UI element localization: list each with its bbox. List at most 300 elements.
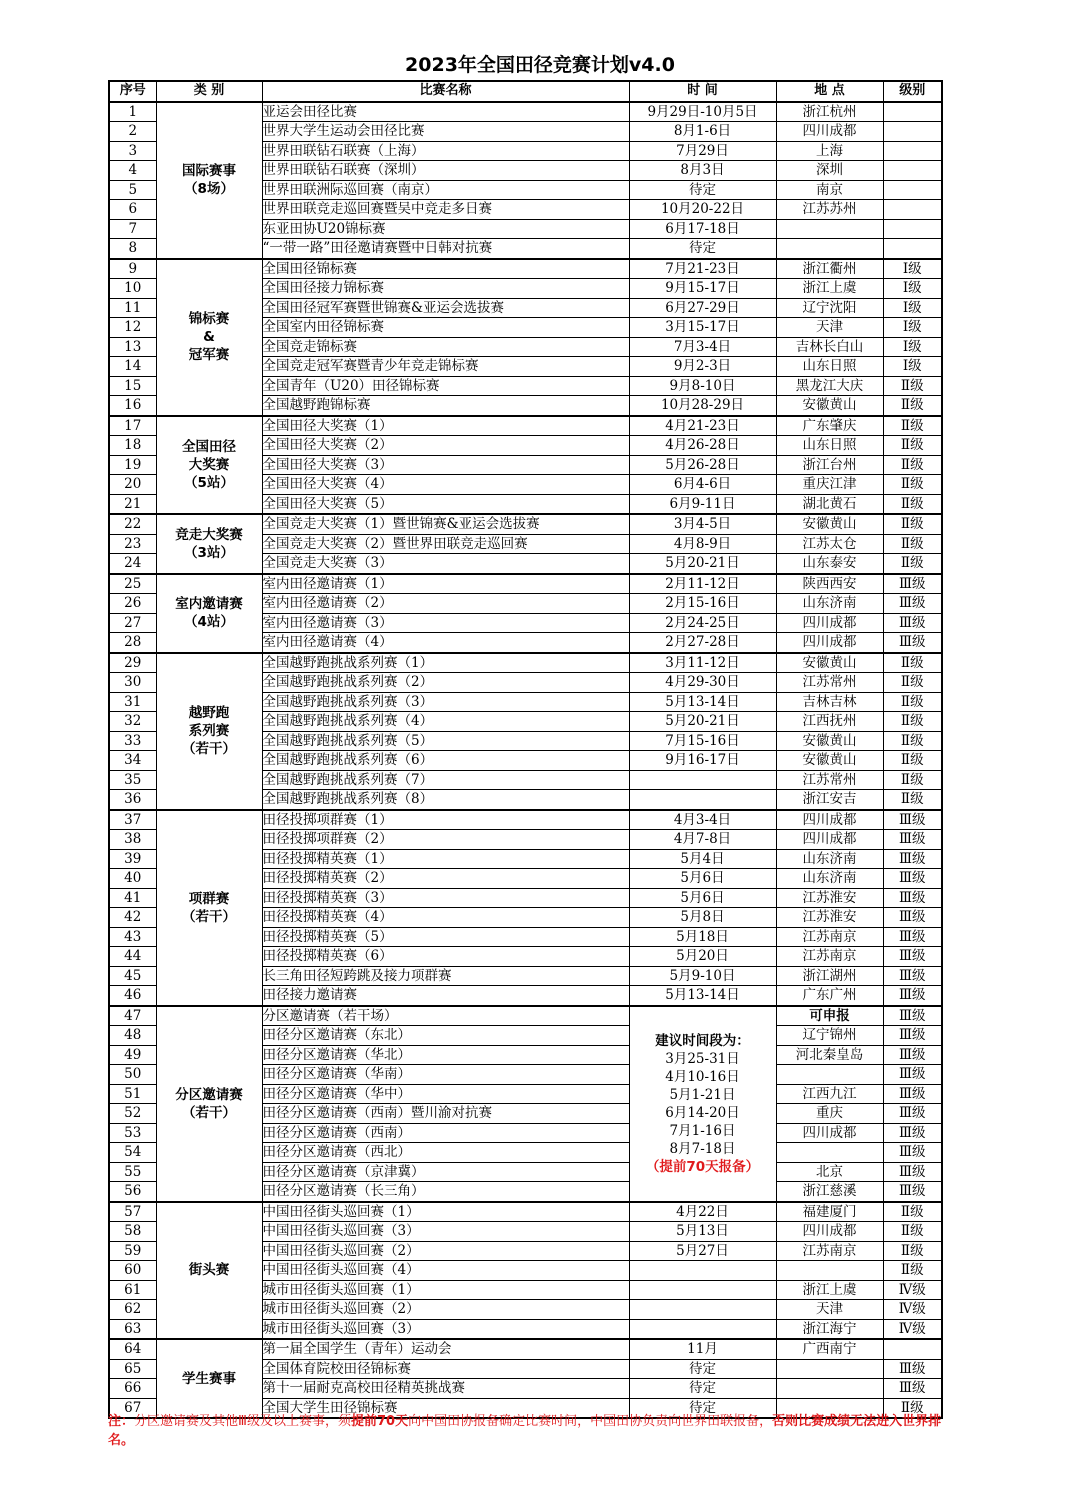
competition-place: 广东肇庆 — [776, 416, 883, 436]
row-number: 28 — [109, 633, 156, 653]
row-number: 39 — [109, 849, 156, 869]
competition-place — [776, 239, 883, 259]
competition-level: Ⅱ级 — [883, 1261, 942, 1281]
row-number: 41 — [109, 888, 156, 908]
category-cell — [156, 1006, 262, 1202]
competition-name: 全国竞走冠军赛暨青少年竞走锦标赛 — [262, 357, 629, 377]
competition-name: 长三角田径短跨跳及接力项群赛 — [262, 966, 629, 986]
competition-level: Ⅲ级 — [883, 1084, 942, 1104]
competition-name: 田径分区邀请赛（华南） — [262, 1065, 629, 1085]
competition-name: 中国田径街头巡回赛（4） — [262, 1261, 629, 1281]
competition-level: Ⅰ级 — [883, 337, 942, 357]
table-row — [109, 653, 942, 673]
row-number: 27 — [109, 613, 156, 633]
category-cell — [156, 574, 262, 653]
competition-time: 待定 — [629, 239, 776, 259]
row-number: 9 — [109, 259, 156, 279]
competition-place: 湖北黄石 — [776, 494, 883, 514]
competition-time: 2月27-28日 — [629, 633, 776, 653]
competition-place: 江苏常州 — [776, 673, 883, 693]
table-header-row — [109, 81, 942, 102]
row-number: 53 — [109, 1123, 156, 1143]
suggested-period-note: （提前70天报备） — [645, 1158, 760, 1175]
competition-level: Ⅲ级 — [883, 1123, 942, 1143]
competition-name: 全国青年（U20）田径锦标赛 — [262, 376, 629, 396]
row-number: 10 — [109, 279, 156, 299]
row-number: 26 — [109, 594, 156, 614]
competition-name: 田径分区邀请赛（西北） — [262, 1143, 629, 1163]
competition-place: 安徽黄山 — [776, 653, 883, 673]
competition-level: Ⅱ级 — [883, 673, 942, 693]
competition-place: 江苏淮安 — [776, 908, 883, 928]
competition-name: 全国越野跑挑战系列赛（8） — [262, 790, 629, 810]
competition-place — [776, 1261, 883, 1281]
competition-level: Ⅱ级 — [883, 514, 942, 534]
competition-place: 浙江上虞 — [776, 279, 883, 299]
competition-time: 4月26-28日 — [629, 436, 776, 456]
competition-level: Ⅲ级 — [883, 869, 942, 889]
competition-name: 全国竞走大奖赛（2）暨世界田联竞走巡回赛 — [262, 534, 629, 554]
competition-time: 待定 — [629, 1379, 776, 1399]
competition-place: 江苏苏州 — [776, 200, 883, 220]
competition-name: 中国田径街头巡回赛（3） — [262, 1222, 629, 1242]
competition-name: 全国竞走大奖赛（3） — [262, 554, 629, 574]
competition-time: 7月15-16日 — [629, 731, 776, 751]
header-place: 地 点 — [776, 81, 883, 102]
row-number: 47 — [109, 1006, 156, 1026]
row-number: 37 — [109, 810, 156, 830]
category-cell — [156, 810, 262, 1006]
competition-time: 待定 — [629, 1359, 776, 1379]
competition-level: Ⅲ级 — [883, 1104, 942, 1124]
competition-place: 四川成都 — [776, 613, 883, 633]
row-number: 3 — [109, 141, 156, 161]
competition-place: 辽宁锦州 — [776, 1026, 883, 1046]
competition-name: 城市田径街头巡回赛（1） — [262, 1280, 629, 1300]
category-label: 全国田径 大奖赛 （5站） — [182, 438, 236, 491]
suggested-period: 8月7-18日 — [669, 1140, 736, 1157]
competition-time: 9月15-17日 — [629, 279, 776, 299]
competition-time: 2月15-16日 — [629, 594, 776, 614]
competition-level: Ⅱ级 — [883, 416, 942, 436]
competition-level — [883, 219, 942, 239]
category-label: 项群赛 （若干） — [182, 890, 236, 925]
row-number: 36 — [109, 790, 156, 810]
competition-level: Ⅲ级 — [883, 849, 942, 869]
row-number: 7 — [109, 219, 156, 239]
competition-name: 世界田联竞走巡回赛暨吴中竞走多日赛 — [262, 200, 629, 220]
competition-place: 安徽黄山 — [776, 751, 883, 771]
footnote-bold-2: 否则比赛成绩无法进入世界排名。 — [108, 1414, 942, 1448]
table-row — [109, 416, 942, 436]
competition-place: 江西九江 — [776, 1084, 883, 1104]
competition-place: 天津 — [776, 1300, 883, 1320]
category-cell — [156, 416, 262, 515]
competition-level: Ⅲ级 — [883, 574, 942, 594]
row-number: 50 — [109, 1065, 156, 1085]
competition-name: 田径投掷精英赛（5） — [262, 927, 629, 947]
competition-name: 城市田径街头巡回赛（2） — [262, 1300, 629, 1320]
competition-place: 浙江杭州 — [776, 102, 883, 122]
competition-time: 5月6日 — [629, 888, 776, 908]
competition-level: Ⅲ级 — [883, 1359, 942, 1379]
competition-place: 四川成都 — [776, 810, 883, 830]
competition-name: 世界田联洲际巡回赛（南京） — [262, 180, 629, 200]
competition-place: 河北秦皇岛 — [776, 1045, 883, 1065]
row-number: 48 — [109, 1026, 156, 1046]
suggested-period: 6月14-20日 — [665, 1104, 740, 1121]
row-number: 6 — [109, 200, 156, 220]
competition-time: 3月11-12日 — [629, 653, 776, 673]
suggested-period: 3月25-31日 — [665, 1050, 740, 1067]
competition-time: 待定 — [629, 180, 776, 200]
competition-time: 5月20-21日 — [629, 554, 776, 574]
competition-name: 世界田联钻石联赛（深圳） — [262, 161, 629, 181]
table-row — [109, 102, 942, 122]
competition-name: 全国越野跑挑战系列赛（6） — [262, 751, 629, 771]
competition-place: 山东济南 — [776, 594, 883, 614]
competition-place: 四川成都 — [776, 1123, 883, 1143]
competition-place: 辽宁沈阳 — [776, 298, 883, 318]
category-cell — [156, 653, 262, 810]
row-number: 67 — [109, 1398, 156, 1418]
competition-name: 田径分区邀请赛（京津冀） — [262, 1162, 629, 1182]
competition-level: Ⅱ级 — [883, 712, 942, 732]
competition-name: 全国越野跑挑战系列赛（4） — [262, 712, 629, 732]
competition-time: 5月27日 — [629, 1241, 776, 1261]
category-cell — [156, 1202, 262, 1340]
category-label: 室内邀请赛 （4站） — [175, 596, 243, 630]
category-label: 竞走大奖赛 （3站） — [175, 526, 243, 561]
row-number: 31 — [109, 692, 156, 712]
competition-level: Ⅰ级 — [883, 259, 942, 279]
competition-time: 4月29-30日 — [629, 673, 776, 693]
competition-time: 3月15-17日 — [629, 318, 776, 338]
competition-time: 9月16-17日 — [629, 751, 776, 771]
competition-name: 第一届全国学生（青年）运动会 — [262, 1339, 629, 1359]
competition-level: Ⅲ级 — [883, 1379, 942, 1399]
row-number: 29 — [109, 653, 156, 673]
competition-name: 田径投掷精英赛（4） — [262, 908, 629, 928]
competition-place: 山东济南 — [776, 869, 883, 889]
footnote-bold-1: 提前70天 — [350, 1414, 409, 1429]
competition-level: Ⅲ级 — [883, 1026, 942, 1046]
competition-name: 室内田径邀请赛（1） — [262, 574, 629, 594]
row-number: 11 — [109, 298, 156, 318]
competition-place: 浙江上虞 — [776, 1280, 883, 1300]
competition-time — [629, 790, 776, 810]
footnote-text-2: 向中国田协报备确定比赛时间，中国田协负责向世界田联报备， — [408, 1414, 773, 1429]
row-number: 30 — [109, 673, 156, 693]
competition-level: Ⅱ级 — [883, 376, 942, 396]
competition-level: Ⅱ级 — [883, 751, 942, 771]
competition-level — [883, 180, 942, 200]
competition-level — [883, 122, 942, 142]
competition-level: Ⅱ级 — [883, 494, 942, 514]
competition-name: 全国田径冠军赛暨世锦赛&亚运会选拔赛 — [262, 298, 629, 318]
table-body — [109, 102, 942, 1419]
table-row — [109, 259, 942, 279]
row-number: 25 — [109, 574, 156, 594]
competition-level: Ⅲ级 — [883, 594, 942, 614]
competition-place: 可申报 — [776, 1006, 883, 1026]
competition-time — [629, 1280, 776, 1300]
row-number: 24 — [109, 554, 156, 574]
row-number: 32 — [109, 712, 156, 732]
competition-name: “一带一路”田径邀请赛暨中日韩对抗赛 — [262, 239, 629, 259]
row-number: 8 — [109, 239, 156, 259]
competition-time: 7月3-4日 — [629, 337, 776, 357]
competition-name: 分区邀请赛（若干场） — [262, 1006, 629, 1026]
row-number: 62 — [109, 1300, 156, 1320]
competition-place: 江苏南京 — [776, 1241, 883, 1261]
competition-name: 田径投掷精英赛（2） — [262, 869, 629, 889]
row-number: 1 — [109, 102, 156, 122]
row-number: 56 — [109, 1182, 156, 1202]
competition-name: 东亚田协U20锦标赛 — [262, 219, 629, 239]
competition-place: 安徽黄山 — [776, 731, 883, 751]
competition-level: Ⅱ级 — [883, 790, 942, 810]
competition-level: Ⅲ级 — [883, 888, 942, 908]
footnote — [108, 1412, 943, 1450]
competition-name: 田径分区邀请赛（西南）暨川渝对抗赛 — [262, 1104, 629, 1124]
row-number: 54 — [109, 1143, 156, 1163]
category-label: 学生赛事 — [182, 1370, 236, 1387]
competition-level: Ⅳ级 — [883, 1280, 942, 1300]
table-row — [109, 810, 942, 830]
competition-level: Ⅲ级 — [883, 633, 942, 653]
competition-name: 全国田径锦标赛 — [262, 259, 629, 279]
row-number: 65 — [109, 1359, 156, 1379]
competition-time: 5月13日 — [629, 1222, 776, 1242]
table-row — [109, 514, 942, 534]
competition-place: 浙江湖州 — [776, 966, 883, 986]
competition-level: Ⅱ级 — [883, 554, 942, 574]
competition-level — [883, 141, 942, 161]
competition-time: 3月4-5日 — [629, 514, 776, 534]
footnote-prefix: 注： — [108, 1414, 135, 1429]
competition-place: 山东日照 — [776, 357, 883, 377]
category-cell — [156, 259, 262, 416]
competition-name: 田径投掷精英赛（3） — [262, 888, 629, 908]
row-number: 15 — [109, 376, 156, 396]
competition-name: 全国越野跑挑战系列赛（5） — [262, 731, 629, 751]
competition-level: Ⅱ级 — [883, 1202, 942, 1222]
competition-time: 6月27-29日 — [629, 298, 776, 318]
competition-name: 田径分区邀请赛（长三角） — [262, 1182, 629, 1202]
competition-level: Ⅱ级 — [883, 1222, 942, 1242]
row-number: 16 — [109, 396, 156, 416]
table-row — [109, 1006, 942, 1026]
competition-level: Ⅱ级 — [883, 534, 942, 554]
table-row — [109, 574, 942, 594]
category-label: 国际赛事 （8场） — [182, 163, 236, 197]
competition-time: 10月20-22日 — [629, 200, 776, 220]
row-number: 19 — [109, 455, 156, 475]
competition-level: Ⅱ级 — [883, 436, 942, 456]
competition-name: 室内田径邀请赛（2） — [262, 594, 629, 614]
row-number: 2 — [109, 122, 156, 142]
competition-place: 安徽黄山 — [776, 396, 883, 416]
category-cell — [156, 102, 262, 259]
competition-level: Ⅲ级 — [883, 810, 942, 830]
competition-place: 浙江慈溪 — [776, 1182, 883, 1202]
row-number: 46 — [109, 986, 156, 1006]
header-category: 类 别 — [156, 81, 262, 102]
competition-time: 4月8-9日 — [629, 534, 776, 554]
row-number: 34 — [109, 751, 156, 771]
row-number: 59 — [109, 1241, 156, 1261]
competition-name: 全国田径大奖赛（5） — [262, 494, 629, 514]
competition-place: 浙江安吉 — [776, 790, 883, 810]
suggested-period: 5月1-21日 — [669, 1086, 736, 1103]
row-number: 17 — [109, 416, 156, 436]
competition-place — [776, 1065, 883, 1085]
competition-name: 中国田径街头巡回赛（2） — [262, 1241, 629, 1261]
competition-place — [776, 219, 883, 239]
competition-name: 全国室内田径锦标赛 — [262, 318, 629, 338]
header-name: 比赛名称 — [262, 81, 629, 102]
row-number: 51 — [109, 1084, 156, 1104]
competition-place: 浙江衢州 — [776, 259, 883, 279]
header-level: 级别 — [883, 81, 942, 102]
competition-level: Ⅲ级 — [883, 613, 942, 633]
footnote-text-1: 分区邀请赛及其他Ⅲ级及以上赛事，须 — [134, 1414, 351, 1429]
competition-place: 吉林吉林 — [776, 692, 883, 712]
competition-time — [629, 770, 776, 790]
competition-place: 山东泰安 — [776, 554, 883, 574]
competition-level: Ⅱ级 — [883, 1241, 942, 1261]
competition-time — [629, 1261, 776, 1281]
competition-time: 待定 — [629, 1398, 776, 1418]
competition-time: 4月22日 — [629, 1202, 776, 1222]
competition-place: 黑龙江大庆 — [776, 376, 883, 396]
row-number: 4 — [109, 161, 156, 181]
competition-level: Ⅲ级 — [883, 1065, 942, 1085]
competition-level — [883, 102, 942, 122]
competition-name: 全国田径大奖赛（1） — [262, 416, 629, 436]
competition-level: Ⅲ级 — [883, 908, 942, 928]
row-number: 58 — [109, 1222, 156, 1242]
competition-level: Ⅲ级 — [883, 1143, 942, 1163]
competition-level — [883, 200, 942, 220]
category-cell — [156, 1339, 262, 1418]
row-number: 57 — [109, 1202, 156, 1222]
competition-level: Ⅰ级 — [883, 357, 942, 377]
row-number: 66 — [109, 1379, 156, 1399]
competition-time: 10月28-29日 — [629, 396, 776, 416]
competition-name: 中国田径街头巡回赛（1） — [262, 1202, 629, 1222]
row-number: 43 — [109, 927, 156, 947]
competition-place: 深圳 — [776, 161, 883, 181]
competition-name: 第十一届耐克高校田径精英挑战赛 — [262, 1379, 629, 1399]
competition-time: 2月11-12日 — [629, 574, 776, 594]
competition-time: 9月8-10日 — [629, 376, 776, 396]
row-number: 55 — [109, 1162, 156, 1182]
competition-place: 四川成都 — [776, 122, 883, 142]
competition-place: 福建厦门 — [776, 1202, 883, 1222]
competition-place — [776, 1359, 883, 1379]
competition-time: 8月1-6日 — [629, 122, 776, 142]
competition-name: 全国田径大奖赛（3） — [262, 455, 629, 475]
category-label: 分区邀请赛 （若干） — [175, 1086, 243, 1121]
competition-level: Ⅳ级 — [883, 1300, 942, 1320]
competition-time: 5月13-14日 — [629, 692, 776, 712]
competition-table — [108, 80, 943, 1419]
competition-name: 室内田径邀请赛（4） — [262, 633, 629, 653]
competition-level — [883, 161, 942, 181]
competition-time: 5月6日 — [629, 869, 776, 889]
competition-level: Ⅱ级 — [883, 396, 942, 416]
suggested-period-heading: 建议时间段为： — [655, 1032, 750, 1049]
competition-place: 广东广州 — [776, 986, 883, 1006]
competition-place: 江苏常州 — [776, 770, 883, 790]
competition-level: Ⅲ级 — [883, 986, 942, 1006]
competition-place: 江苏太仓 — [776, 534, 883, 554]
row-number: 23 — [109, 534, 156, 554]
competition-time: 7月21-23日 — [629, 259, 776, 279]
competition-level: Ⅲ级 — [883, 927, 942, 947]
category-label: 街头赛 — [188, 1262, 230, 1279]
competition-time: 8月3日 — [629, 161, 776, 181]
row-number: 20 — [109, 475, 156, 495]
row-number: 13 — [109, 337, 156, 357]
competition-name: 田径分区邀请赛（东北） — [262, 1026, 629, 1046]
competition-name: 城市田径街头巡回赛（3） — [262, 1319, 629, 1339]
competition-name: 全国竞走大奖赛（1）暨世锦赛&亚运会选拔赛 — [262, 514, 629, 534]
competition-time — [629, 1319, 776, 1339]
row-number: 5 — [109, 180, 156, 200]
competition-place: 四川成都 — [776, 1222, 883, 1242]
competition-level: Ⅱ级 — [883, 653, 942, 673]
row-number: 45 — [109, 966, 156, 986]
row-number: 63 — [109, 1319, 156, 1339]
competition-level: Ⅱ级 — [883, 731, 942, 751]
competition-place: 江西抚州 — [776, 712, 883, 732]
competition-level: Ⅱ级 — [883, 770, 942, 790]
competition-name: 田径投掷项群赛（2） — [262, 830, 629, 850]
competition-place: 广西南宁 — [776, 1339, 883, 1359]
competition-level: Ⅲ级 — [883, 1182, 942, 1202]
competition-name: 全国越野跑挑战系列赛（7） — [262, 770, 629, 790]
competition-level: Ⅲ级 — [883, 947, 942, 967]
competition-time: 5月18日 — [629, 927, 776, 947]
competition-place: 安徽黄山 — [776, 514, 883, 534]
competition-name: 全国越野跑挑战系列赛（1） — [262, 653, 629, 673]
competition-place: 吉林长白山 — [776, 337, 883, 357]
row-number: 40 — [109, 869, 156, 889]
competition-name: 全国体育院校田径锦标赛 — [262, 1359, 629, 1379]
header-time: 时 间 — [629, 81, 776, 102]
competition-name: 全国越野跑挑战系列赛（2） — [262, 673, 629, 693]
competition-level: Ⅱ级 — [883, 1398, 942, 1418]
competition-place: 四川成都 — [776, 633, 883, 653]
competition-level: Ⅲ级 — [883, 966, 942, 986]
page-title: 2023年全国田径竞赛计划v4.0 — [405, 54, 675, 76]
competition-name: 世界田联钻石联赛（上海） — [262, 141, 629, 161]
row-number: 60 — [109, 1261, 156, 1281]
row-number: 64 — [109, 1339, 156, 1359]
row-number: 38 — [109, 830, 156, 850]
header-no: 序号 — [109, 81, 156, 102]
competition-level: Ⅲ级 — [883, 1045, 942, 1065]
category-label: 锦标赛 & 冠军赛 — [188, 311, 230, 363]
competition-place — [776, 1143, 883, 1163]
competition-place: 江苏南京 — [776, 947, 883, 967]
competition-place — [776, 1379, 883, 1399]
competition-name: 全国越野跑挑战系列赛（3） — [262, 692, 629, 712]
suggested-period: 4月10-16日 — [665, 1068, 740, 1085]
